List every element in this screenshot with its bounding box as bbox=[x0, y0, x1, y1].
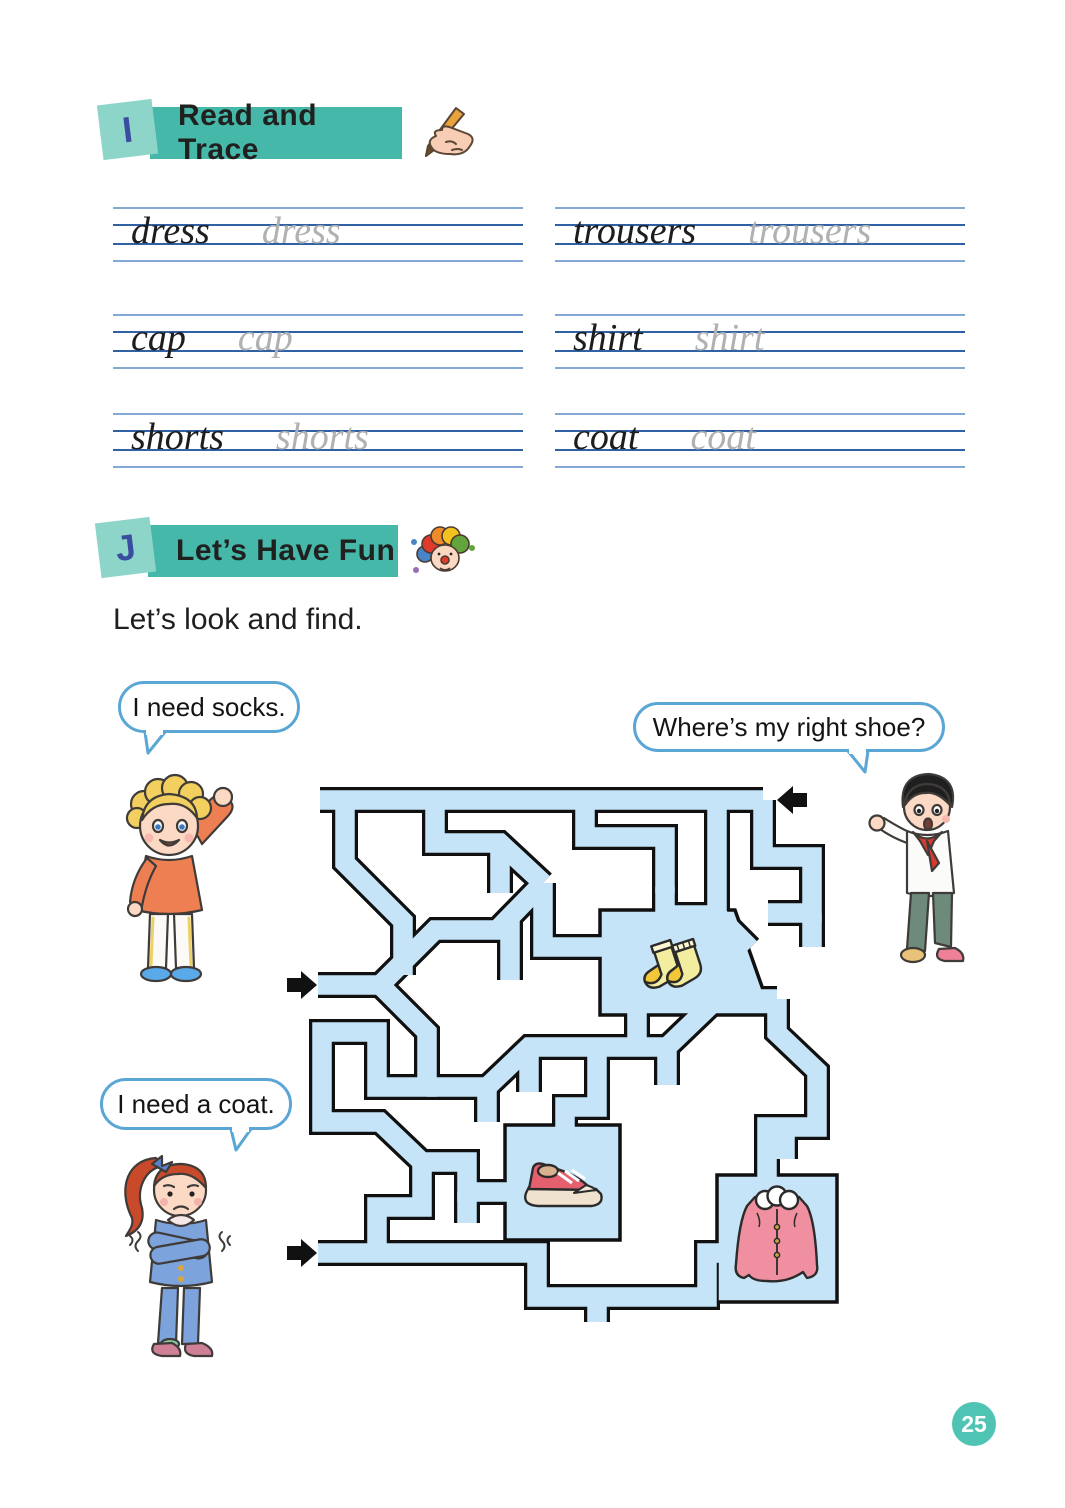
trace-word-solid: dress bbox=[131, 210, 210, 252]
trace-word-gray: trousers bbox=[748, 210, 872, 252]
clown-icon bbox=[410, 524, 476, 580]
trace-words bbox=[131, 314, 293, 362]
trace-word-gray: coat bbox=[690, 416, 756, 458]
trace-word-gray: shorts bbox=[275, 416, 369, 458]
guide-line bbox=[113, 466, 523, 468]
maze-entrance-arrow-left-bottom bbox=[287, 1239, 317, 1267]
trace-word-gray: dress bbox=[261, 210, 341, 252]
trace-word-solid: shorts bbox=[131, 416, 224, 458]
speech-text: I need a coat. bbox=[117, 1088, 275, 1119]
maze-entrance-arrow-left-middle bbox=[287, 971, 317, 999]
trace-block-dress[interactable] bbox=[113, 207, 523, 263]
section-title: Read and Trace bbox=[178, 99, 318, 166]
section-banner bbox=[148, 525, 398, 577]
trace-word-gray: cap bbox=[237, 317, 293, 359]
page-number: 25 bbox=[961, 1410, 987, 1437]
trace-block-trousers[interactable] bbox=[555, 207, 965, 263]
red-haired-girl-character bbox=[98, 1138, 243, 1358]
trace-words bbox=[573, 207, 871, 255]
guide-line bbox=[555, 367, 965, 369]
clothes-maze[interactable] bbox=[285, 775, 845, 1335]
trace-word-solid: trousers bbox=[573, 210, 697, 252]
maze-entrance-arrow-top-right bbox=[777, 786, 807, 814]
section-banner bbox=[150, 99, 402, 166]
blonde-boy-character bbox=[90, 752, 260, 992]
guide-line bbox=[113, 367, 523, 369]
trace-block-coat[interactable] bbox=[555, 413, 965, 469]
trace-word-solid: coat bbox=[573, 416, 639, 458]
section-title: Let’s Have Fun bbox=[176, 534, 396, 567]
section-letter: I bbox=[119, 108, 135, 150]
black-haired-boy-character bbox=[855, 765, 990, 985]
guide-line bbox=[113, 260, 523, 262]
guide-line bbox=[555, 466, 965, 468]
trace-block-shirt[interactable] bbox=[555, 314, 965, 370]
page-number-badge bbox=[952, 1402, 996, 1446]
trace-words bbox=[131, 413, 369, 461]
trace-words bbox=[131, 207, 341, 255]
speech-text: I need socks. bbox=[132, 691, 286, 722]
trace-block-cap[interactable] bbox=[113, 314, 523, 370]
speech-bubble-coat bbox=[100, 1078, 292, 1130]
trace-block-shorts[interactable] bbox=[113, 413, 523, 469]
speech-bubble-tail bbox=[845, 749, 871, 775]
speech-bubble-tail bbox=[142, 730, 168, 756]
trace-word-gray: shirt bbox=[694, 317, 765, 359]
trace-word-solid: cap bbox=[131, 317, 186, 359]
trace-words bbox=[573, 413, 756, 461]
trace-word-solid: shirt bbox=[573, 317, 643, 359]
guide-line bbox=[555, 260, 965, 262]
speech-bubble-socks bbox=[118, 681, 300, 733]
section-letter-badge bbox=[97, 99, 158, 160]
section-letter-badge bbox=[95, 517, 156, 578]
section-letter: J bbox=[112, 525, 138, 569]
speech-bubble-tail bbox=[228, 1127, 254, 1153]
speech-bubble-shoe bbox=[633, 702, 945, 752]
hand-writing-icon bbox=[412, 106, 476, 160]
trace-words bbox=[573, 314, 764, 362]
activity-instruction: Let’s look and find. bbox=[113, 603, 363, 636]
speech-text: Where’s my right shoe? bbox=[652, 711, 926, 742]
